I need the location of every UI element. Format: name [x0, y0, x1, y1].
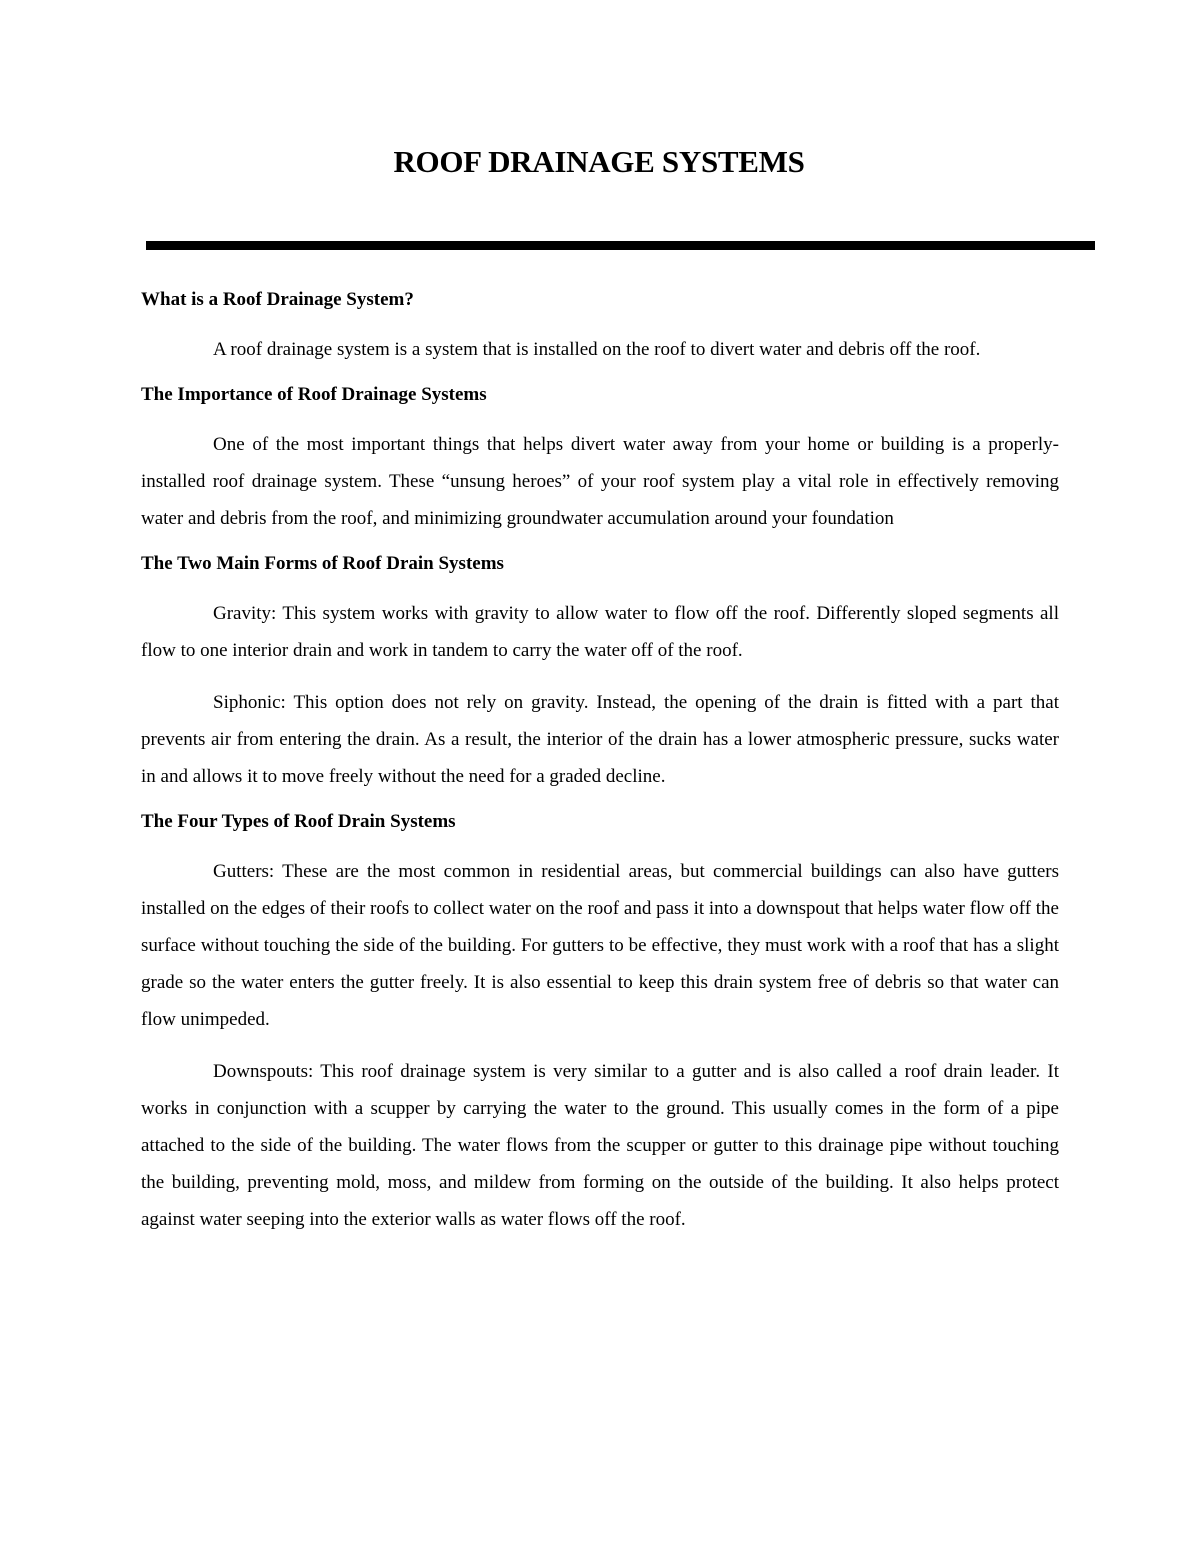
paragraph-downspouts: Downspouts: This roof drainage system is very similar to a gutter and is also called a roof drain leader. It works in conjunction with a scupper by carrying the water to the ground. This usually comes in the form of a pipe attached to the side of the building. The water flows from the scupper or gutter to this drainage pipe without touching the building, preventing mold, moss, and mildew from forming on the outside of the building. It also helps protect against water seeping into the exterior walls as water flows off the roof. — [141, 1061, 1059, 1230]
section-what-is — [141, 286, 1059, 381]
section-two-main-forms — [141, 550, 1059, 808]
section-heading: The Two Main Forms of Roof Drain Systems — [141, 553, 504, 574]
section-heading: The Importance of Roof Drainage Systems — [141, 384, 487, 405]
section-heading: The Four Types of Roof Drain Systems — [141, 811, 456, 832]
paragraph-siphonic: Siphonic: This option does not rely on gravity. Instead, the opening of the drain is fitted with a part that prevents air from entering the drain. As a result, the interior of the drain has a lower atmospheric pressure, sucks water in and allows it to move freely without the need for a graded decline. — [141, 692, 1059, 787]
paragraph-gravity: Gravity: This system works with gravity to allow water to flow off the roof. Differently sloped segments all flow to one interior drain and work in tandem to carry the water off of the roof. — [141, 603, 1059, 661]
document-title: ROOF DRAINAGE SYSTEMS — [393, 144, 805, 179]
section-four-types — [141, 808, 1059, 1238]
title-divider — [146, 241, 1095, 250]
section-paragraph: A roof drainage system is a system that is installed on the roof to divert water and debris off the roof. — [213, 339, 981, 360]
section-heading: What is a Roof Drainage System? — [141, 289, 414, 310]
document-body — [141, 286, 1059, 1238]
paragraph-gutters: Gutters: These are the most common in residential areas, but commercial buildings can also have gutters installed on the edges of their roofs to collect water on the roof and pass it into a downspout that helps water flow off the surface without touching the side of the building. For gutters to be effective, they must work with a roof that has a slight grade so the water enters the gutter freely. It is also essential to keep this drain system free of debris so that water can flow unimpeded. — [141, 861, 1059, 1030]
section-importance — [141, 381, 1059, 550]
section-paragraph: One of the most important things that helps divert water away from your home or building is a properly-installed roof drainage system. These “unsung heroes” of your roof system play a vital role in effectively removing water and debris from the roof, and minimizing groundwater accumulation around your foundation — [141, 434, 1059, 529]
